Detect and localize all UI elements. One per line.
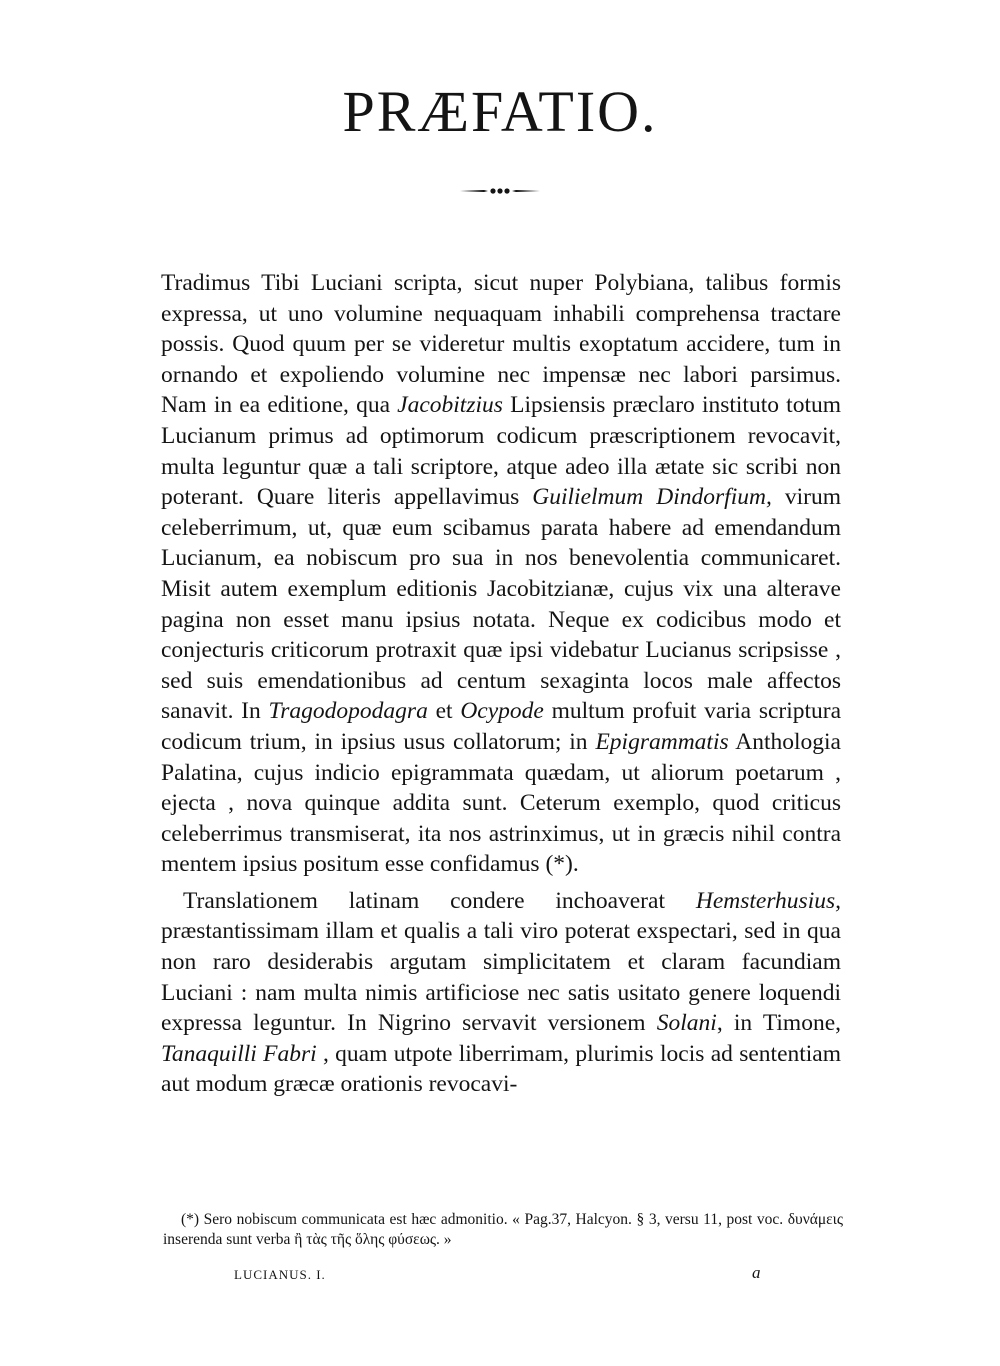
paragraph-2-part-a: Translationem latinam condere inchoaverat	[183, 887, 665, 914]
name-tanaquilli-fabri: Tanaquilli Fabri	[161, 1040, 317, 1067]
paragraph-2	[161, 886, 841, 1100]
conjunction-et: et	[435, 698, 453, 725]
paragraph-1-part-b: Lipsiensis præclaro instituto totum Lucianum primus ad optimorum codicum præscriptionem revocavit, multa leguntur quæ a tali scriptore, atque adeo illa ætate sic scribi non poterant. Quare literis appellavimus	[161, 392, 842, 511]
title-ocypode: Ocypode	[460, 698, 544, 725]
title-tragodopodagra: Tragodopodagra	[268, 698, 428, 725]
signature-mark: a	[752, 1263, 761, 1282]
paragraph-2-part-c: , in Timone,	[716, 1010, 842, 1037]
name-hemsterhusius: Hemsterhusius,	[695, 887, 842, 914]
footnote-text: (*) Sero nobiscum communicata est hæc admonitio. « Pag.37, Halcyon. § 3, versu 11, post voc. δυνάμεις inserenda sunt verba ἢ τὰς τῆς ὅλης φύσεως. »	[163, 1211, 843, 1248]
paragraph-1-part-d: multum profuit varia scriptura codicum trium, in ipsius usus collatorum; in	[161, 698, 842, 755]
paragraph-1-part-a: Tradimus Tibi Luciani scripta, sicut nuper Polybiana, talibus formis expressa, ut uno volumine nequaquam inhabili comprehensa tractare possis. Quod quum per se videretur multis exoptatum accidere, tum in ornando et expoliendo volumine nec impensæ nec labori parsimus. Nam in ea editione, qua	[161, 270, 841, 419]
name-jacobitzius: Jacobitzius	[397, 392, 503, 419]
page-title: PRÆFATIO.	[342, 79, 658, 144]
paragraph-1	[161, 268, 841, 880]
paragraph-1-part-e: Anthologia Palatina, cujus indicio epigrammata quædam, ut aliorum poetarum , ejecta , nova quinque addita sunt. Ceterum exemplo, quod criticus celeberrimus transmiserat, ita nos astrinximus, ut in græcis nihil contra mentem ipsius positum esse confidamus (*).	[161, 728, 841, 878]
body-text	[161, 268, 841, 1100]
signature-line: LUCIANUS. I.	[234, 1267, 326, 1282]
paragraph-1-part-c: virum celeberrimum, ut, quæ eum scibamus parata habere ad emendandum Lucianum, ea nobiscum pro sua in nos benevolentia communicaret. Misit autem exemplum editionis Jacobitzianæ, cujus vix una alterave pagina non esset manu ipsius notata. Neque ex codicibus modo et conjecturis criticorum protraxit quæ ipsi videbatur Lucianus scripsisse , sed suis emendationibus ad centum sexaginta locos male affectos sanavit. In	[161, 484, 842, 725]
name-solani: Solani	[656, 1010, 717, 1037]
title-epigrammatis: Epigrammatis	[595, 728, 729, 755]
paragraph-2-part-b: præstantissimam illam et qualis a tali viro poterat exspectari, sed in qua non raro desiderabis argutam simplicitatem et claram facundiam Luciani : nam multa nimis artificiose nec satis usitato genere loquendi expressa leguntur. In Nigrino servavit versionem	[161, 918, 841, 1037]
paragraph-2-part-d: , quam utpote liberrimam, plurimis locis ad sententiam aut modum græcæ orationis revocavi-	[161, 1040, 842, 1098]
name-dindorfium: Guilielmum Dindorfium,	[532, 484, 772, 511]
footnote	[163, 1210, 843, 1250]
ornament-divider-icon	[458, 186, 542, 196]
